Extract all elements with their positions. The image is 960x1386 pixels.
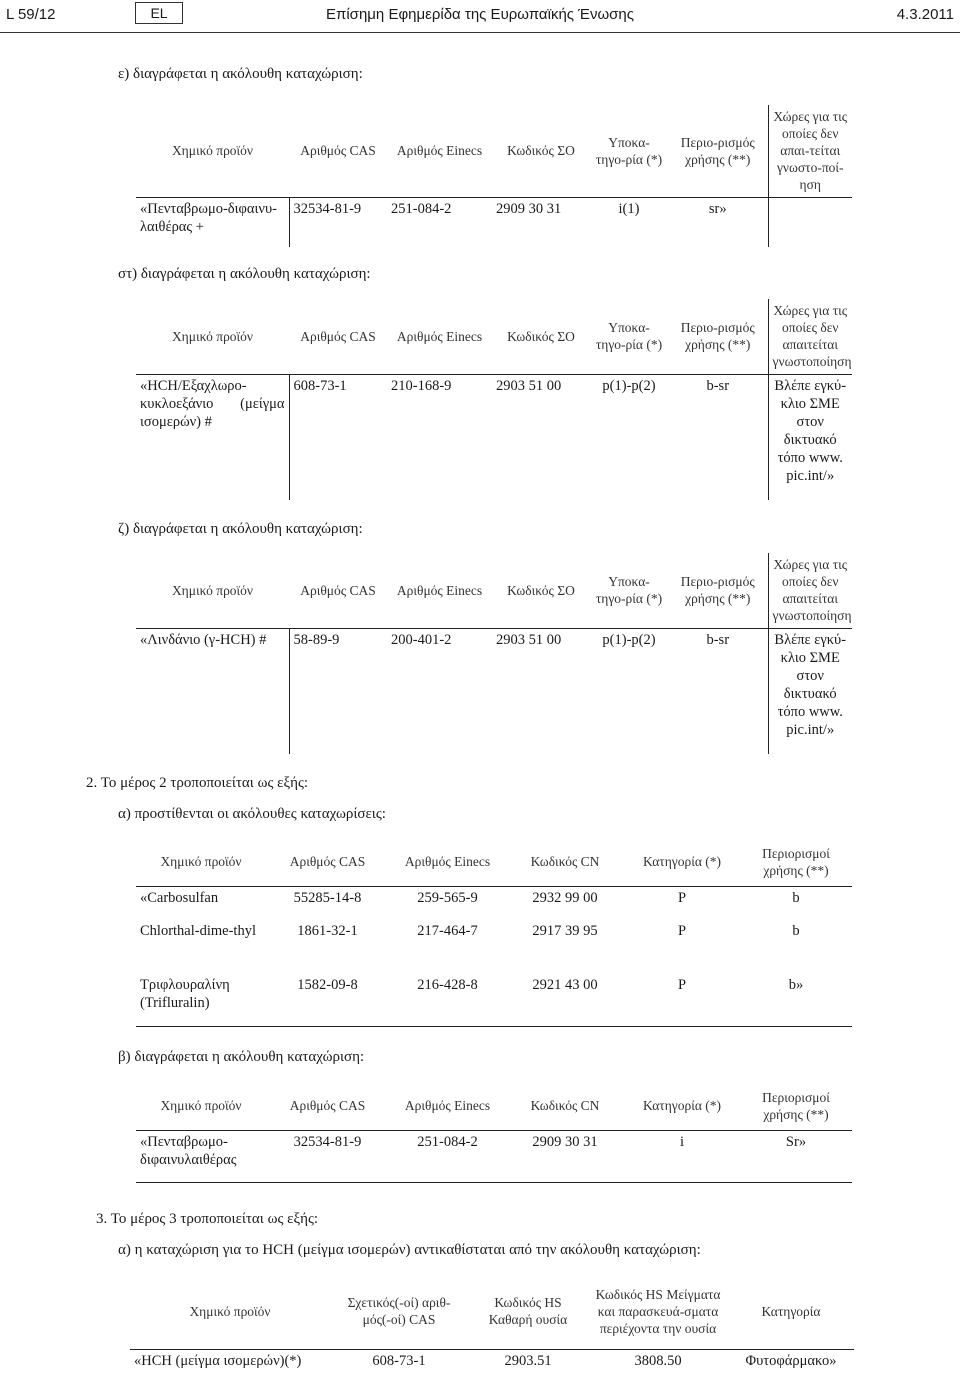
table-cell: Βλέπε εγκύ-κλιο ΣΜΕ στον δικτυακό τόπο www. pic.int/» <box>768 628 852 754</box>
table-header: Χημικό προϊόν <box>136 1082 266 1130</box>
part-2b-intro: β) διαγράφεται η ακόλουθη καταχώριση: <box>118 1049 365 1065</box>
table-cell: 217-464-7 <box>417 923 478 939</box>
table-cell <box>768 197 852 247</box>
table-header: Κωδικός CN <box>506 838 624 886</box>
table-header: Περιο-ρισμός χρήσης (**) <box>668 105 768 197</box>
header-rule <box>0 32 960 33</box>
table-header: Κωδικός CN <box>506 1082 624 1130</box>
section-st-table <box>136 299 852 500</box>
table-cell: Φυτοφάρμακο» <box>745 1352 837 1369</box>
table-header: Χημικό προϊόν <box>136 299 289 374</box>
part-2a-intro: α) προστίθενται οι ακόλουθες καταχωρίσεις: <box>118 806 386 822</box>
table-cell: 210-168-9 <box>391 377 452 394</box>
table-cell: b» <box>740 974 852 1026</box>
table-cell: 55285-14-8 <box>293 889 362 906</box>
table-header: Υποκα-τηγο-ρία (*) <box>590 105 668 197</box>
table-cell: b-sr <box>706 631 730 648</box>
table-header: Αριθμός Einecs <box>389 838 506 886</box>
journal-title: Επίσημη Εφημερίδα της Ευρωπαϊκής Ένωσης <box>326 6 634 23</box>
table-cell: 251-084-2 <box>391 200 452 217</box>
table-header: Κωδικός HS Μείγματα και παρασκευά-σματα περιέχοντα την ουσία <box>588 1274 728 1349</box>
table-row <box>136 374 852 500</box>
part-3a-intro: α) η καταχώριση για το HCH (μείγμα ισομερών) αντικαθίσταται από την ακόλουθη καταχώριση: <box>118 1242 701 1258</box>
table-cell: P <box>624 974 740 1026</box>
table-cell: b <box>792 923 800 939</box>
table-cell: 32534-81-9 <box>266 1130 389 1182</box>
table-header: Χημικό προϊόν <box>136 105 289 197</box>
table-header: Χώρες για τις οποίες δεν απαιτείται γνωστοποίηση <box>768 299 852 374</box>
table-header: Αριθμός Einecs <box>387 299 492 374</box>
table-cell: sr» <box>708 200 727 217</box>
table-header: Αριθμός CAS <box>289 105 387 197</box>
table-cell: 259-565-9 <box>417 889 478 906</box>
table-header: Σχετικός(-οί) αριθ-μός(-οί) CAS <box>330 1274 468 1349</box>
table-cell: P <box>677 923 687 939</box>
table-cell: Chlorthal-dime-thyl <box>140 923 256 939</box>
table-header: Αριθμός CAS <box>289 553 387 628</box>
table-header: Υποκα-τηγο-ρία (*) <box>590 299 668 374</box>
table-cell: 1582-09-8 <box>266 974 389 1026</box>
table-cell: Sr» <box>740 1130 852 1182</box>
table-header: Χώρες για τις οποίες δεν απαιτείται γνωστοποίηση <box>768 553 852 628</box>
table-header: Περιορισμοί χρήσης (**) <box>740 1082 852 1130</box>
part-3a-table <box>130 1274 854 1381</box>
table-header: Αριθμός Einecs <box>387 105 492 197</box>
table-row <box>136 628 852 754</box>
table-cell: «HCH/Εξαχλωρο-κυκλοεξάνιο (μείγμα ισομερών) # <box>140 377 285 430</box>
table-header: Υποκα-τηγο-ρία (*) <box>590 553 668 628</box>
table-cell: 2903.51 <box>504 1352 552 1369</box>
table-cell: i <box>624 1130 740 1182</box>
table-header: Χημικό προϊόν <box>136 838 266 886</box>
part-3-intro: 3. Το μέρος 3 τροποποιείται ως εξής: <box>96 1211 319 1227</box>
table-cell: «Carbosulfan <box>140 889 219 906</box>
table-header: Κωδικός HS Καθαρή ουσία <box>468 1274 588 1349</box>
section-z-table <box>136 553 852 754</box>
table-cell: 608-73-1 <box>289 374 387 500</box>
page-number: L 59/12 <box>6 6 56 23</box>
section-e-table <box>136 105 852 247</box>
table-header: Χημικό προϊόν <box>136 553 289 628</box>
table-header: Χημικό προϊόν <box>130 1274 330 1349</box>
table-cell: 2903 51 00 <box>496 377 562 394</box>
table-cell: Τριφλουραλίνη (Trifluralin) <box>136 974 266 1026</box>
section-z-intro: ζ) διαγράφεται η ακόλουθη καταχώριση: <box>118 521 363 537</box>
table-cell: 1861-32-1 <box>297 923 358 939</box>
table-cell: b-sr <box>706 377 730 394</box>
table-row <box>130 1349 854 1381</box>
table-cell: 608-73-1 <box>372 1352 426 1369</box>
table-cell: «Πενταβρωμο-διφαινυ-λαιθέρας + <box>140 200 277 235</box>
table-header: Αριθμός Einecs <box>387 553 492 628</box>
table-cell: 216-428-8 <box>389 974 506 1026</box>
table-cell: 2921 43 00 <box>506 974 624 1026</box>
table-header: Χώρες για τις οποίες δεν απαι-τείται γνωστο-ποί-ηση <box>768 105 852 197</box>
table-cell: 2909 30 31 <box>496 200 562 217</box>
table-header: Κατηγορία (*) <box>624 838 740 886</box>
table-cell: p(1)-p(2) <box>602 377 656 394</box>
table-cell: 58-89-9 <box>289 628 387 754</box>
table-header: Κατηγορία <box>728 1274 854 1349</box>
table-cell: «HCH (μείγμα ισομερών)(*) <box>134 1352 302 1369</box>
table-row <box>136 1130 852 1182</box>
section-e-intro: ε) διαγράφεται η ακόλουθη καταχώριση: <box>118 66 363 82</box>
part-2a-table <box>136 838 852 1027</box>
table-header: Κωδικός ΣΟ <box>492 553 590 628</box>
table-cell: Βλέπε εγκύ-κλιο ΣΜΕ στον δικτυακό τόπο www. pic.int/» <box>768 374 852 500</box>
table-cell: i(1) <box>618 200 640 217</box>
table-cell: 2932 99 00 <box>532 889 598 906</box>
part-2b-table <box>136 1082 852 1183</box>
table-header: Περιορισμοί χρήσης (**) <box>740 838 852 886</box>
table-header: Κωδικός ΣΟ <box>492 299 590 374</box>
table-cell: 2917 39 95 <box>532 923 598 939</box>
table-header: Περιο-ρισμός χρήσης (**) <box>668 553 768 628</box>
table-cell: 251-084-2 <box>389 1130 506 1182</box>
table-cell: 2909 30 31 <box>506 1130 624 1182</box>
part-2-intro: 2. Το μέρος 2 τροποποιείται ως εξής: <box>86 775 309 791</box>
table-row <box>136 974 852 1026</box>
table-cell: P <box>677 889 687 906</box>
section-st-intro: στ) διαγράφεται η ακόλουθη καταχώριση: <box>118 266 371 282</box>
table-row <box>136 886 852 920</box>
table-header: Αριθμός CAS <box>266 838 389 886</box>
table-header: Κατηγορία (*) <box>624 1082 740 1130</box>
table-cell: 2903 51 00 <box>496 631 562 648</box>
table-row <box>136 920 852 974</box>
table-cell: «Λινδάνιο (γ-HCH) # <box>140 631 267 648</box>
table-header: Αριθμός CAS <box>266 1082 389 1130</box>
table-cell: b <box>792 889 800 906</box>
table-cell: 200-401-2 <box>391 631 452 648</box>
table-header: Περιο-ρισμός χρήσης (**) <box>668 299 768 374</box>
page-header <box>0 0 960 30</box>
table-cell: 3808.50 <box>634 1352 682 1369</box>
language-badge: EL <box>135 2 183 24</box>
table-cell: 32534-81-9 <box>289 197 387 247</box>
table-row <box>136 197 852 247</box>
table-cell: p(1)-p(2) <box>602 631 656 648</box>
table-header: Αριθμός Einecs <box>389 1082 506 1130</box>
table-cell: «Πενταβρωμο-διφαινυλαιθέρας <box>136 1130 266 1182</box>
table-header: Κωδικός ΣΟ <box>492 105 590 197</box>
table-header: Αριθμός CAS <box>289 299 387 374</box>
issue-date: 4.3.2011 <box>896 6 954 23</box>
